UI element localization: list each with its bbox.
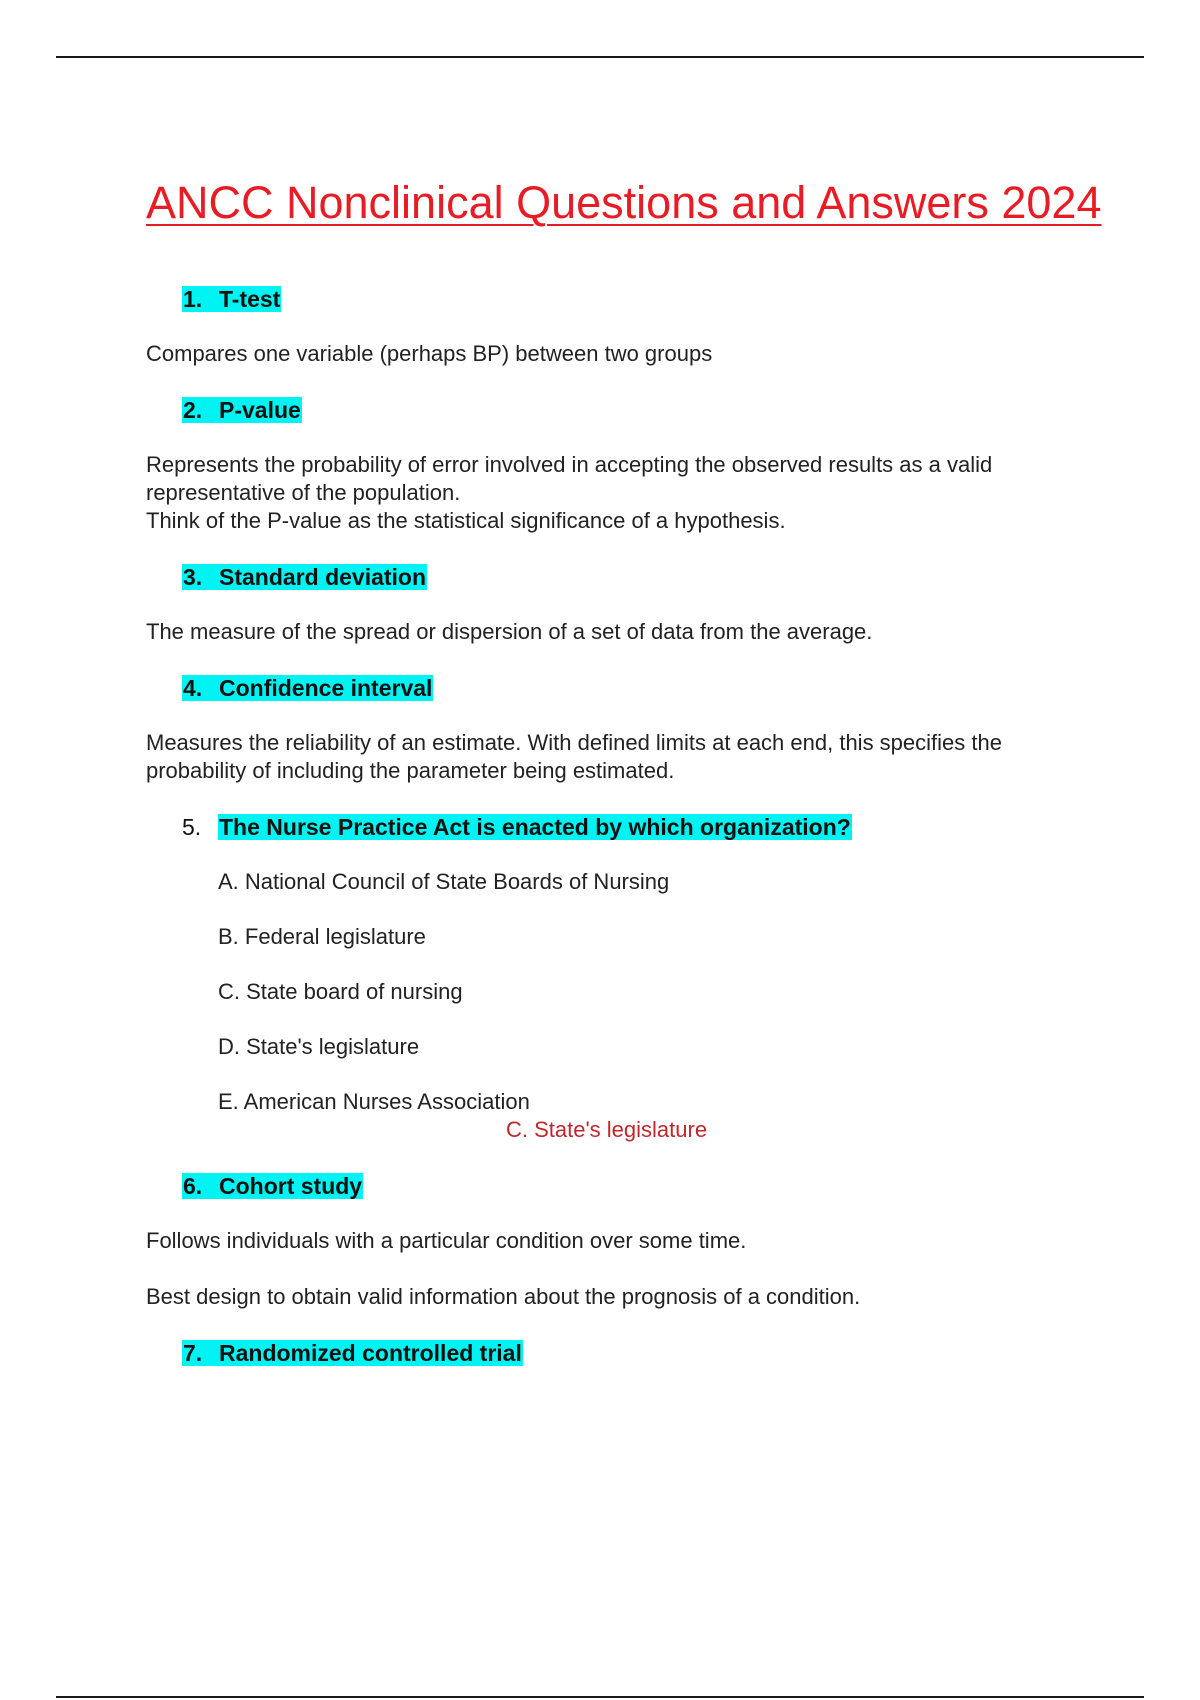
- top-rule: [56, 56, 1144, 58]
- item-4-title: Confidence interval: [219, 675, 433, 701]
- item-6-number: 6.: [183, 1173, 203, 1199]
- item-5-option-c: C. State board of nursing: [218, 979, 463, 1004]
- document-title: ANCC Nonclinical Questions and Answers 2024: [146, 177, 1102, 228]
- item-1-body-1: Compares one variable (perhaps BP) between two groups: [146, 341, 713, 366]
- item-5-option-e: E. American Nurses Association: [218, 1089, 530, 1114]
- item-2-body-2: Think of the P-value as the statistical significance of a hypothesis.: [146, 508, 786, 533]
- item-2-body-1: Represents the probability of error involved in accepting the observed results as a valid representative of the population.: [146, 452, 993, 505]
- item-4-heading: [146, 674, 1106, 702]
- item-6-heading: [146, 1172, 1106, 1200]
- document-body: [146, 176, 1106, 1367]
- item-1-heading: [146, 285, 1106, 313]
- item-5-number: 5.: [182, 814, 202, 840]
- item-3-heading: [146, 563, 1106, 591]
- item-5-heading: [146, 813, 1106, 841]
- item-6-title: Cohort study: [219, 1173, 363, 1199]
- item-1-number: 1.: [183, 286, 203, 312]
- item-2-number: 2.: [183, 397, 203, 423]
- item-5-title: The Nurse Practice Act is enacted by which organization?: [219, 814, 851, 840]
- bottom-rule: [56, 1696, 1144, 1698]
- item-3-number: 3.: [183, 564, 203, 590]
- item-5-option-a: A. National Council of State Boards of Nursing: [218, 869, 670, 894]
- item-5-option-b: B. Federal legislature: [218, 924, 426, 949]
- item-4-number: 4.: [183, 675, 203, 701]
- item-5-option-d: D. State's legislature: [218, 1034, 420, 1059]
- item-3-title: Standard deviation: [219, 564, 427, 590]
- item-5-answer: C. State's legislature: [506, 1117, 708, 1142]
- item-2-heading: [146, 396, 1106, 424]
- item-2-title: P-value: [219, 397, 301, 423]
- item-7-title: Randomized controlled trial: [219, 1340, 522, 1366]
- item-7-number: 7.: [183, 1340, 203, 1366]
- item-3-body-1: The measure of the spread or dispersion of a set of data from the average.: [146, 619, 873, 644]
- item-1-title: T-test: [219, 286, 281, 312]
- item-6-body-2: Best design to obtain valid information about the prognosis of a condition.: [146, 1284, 861, 1309]
- item-6-body-1: Follows individuals with a particular condition over some time.: [146, 1228, 747, 1253]
- item-4-body-1: Measures the reliability of an estimate. With defined limits at each end, this specifies the probability of including the parameter being estimated.: [146, 730, 1002, 783]
- item-7-heading: [146, 1339, 1106, 1367]
